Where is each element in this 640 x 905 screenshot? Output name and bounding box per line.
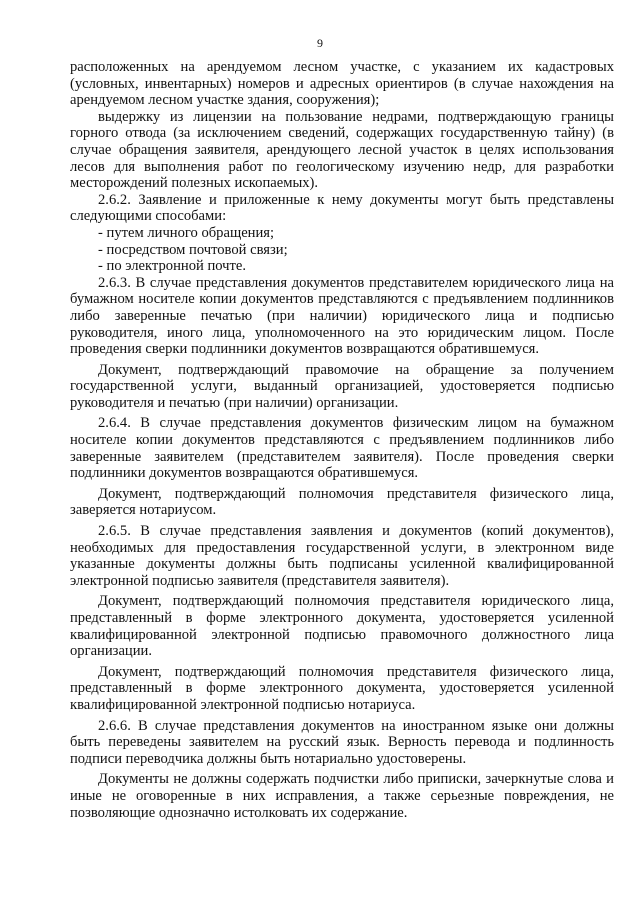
paragraph-2-6-3: 2.6.3. В случае представления документов представителем юридического лица на бумажном носителе копии документов представляются с предъявлением подлинников либо заверенные печатью (при наличии) юридического лица и подписью руководителя, иного лица, уполномоченного на это юридическим лицом. После проведения сверки подлинники документов возвращаются обратившемуся. xyxy=(70,274,614,358)
paragraph-individual-notary: Документ, подтверждающий полномочия представителя физического лица, заверяется нотариусом. xyxy=(70,485,614,519)
paragraph-legal-entity-electronic: Документ, подтверждающий полномочия представителя юридического лица, представленный в форме электронного документа, удостоверяется усиленной квалифицированной электронной подписью правомочного должностного лица организации. xyxy=(70,593,614,660)
list-item-email: - по электронной почте. xyxy=(98,258,247,275)
paragraph-land-plot-buildings: расположенных на арендуемом лесном участке, с указанием их кадастровых (условных, инвентарных) номеров и адресных ориентиров (в случае нахождения на арендуемом лесном участке здания, сооружения); xyxy=(70,59,614,109)
paragraph-2-6-2: 2.6.2. Заявление и приложенные к нему документы могут быть представлены следующими способами: xyxy=(70,191,614,225)
page-number: 9 xyxy=(317,36,323,50)
list-item-personal: - путем личного обращения; xyxy=(98,224,275,241)
paragraph-2-6-5: 2.6.5. В случае представления заявления и документов (копий документов), необходимых для предоставления государственной услуги, в электронном виде указанные документы должны быть подписаны усиленной квалифицированной электронной подписью заявителя (представителя заявителя). xyxy=(70,523,614,589)
document-body xyxy=(70,59,614,821)
paragraph-individual-electronic: Документ, подтверждающий полномочия представителя физического лица, представленный в форме электронного документа, удостоверяется усиленной квалифицированной электронной подписью нотариуса. xyxy=(70,663,614,713)
paragraph-no-erasures: Документы не должны содержать подчистки либо приписки, зачеркнутые слова и иные не оговоренные в них исправления, а также серьезные повреждения, не позволяющие однозначно истолковать их содержание. xyxy=(70,771,614,821)
paragraph-2-6-4: 2.6.4. В случае представления документов физическим лицом на бумажном носителе копии документов представляются с предъявлением подлинников либо заверенные заявителем (представителем заявителя). После проведения сверки подлинники документов возвращаются обратившемуся. xyxy=(70,415,614,482)
list-item-post: - посредством почтовой связи; xyxy=(98,241,288,258)
paragraph-2-6-6: 2.6.6. В случае представления документов на иностранном языке они должны быть переведены заявителем на русский язык. Верность перевода и подлинность подписи переводчика должны быть нотариально удостоверены. xyxy=(70,717,614,767)
paragraph-org-authority: Документ, подтверждающий правомочие на обращение за получением государственной услуги, выданный организацией, удостоверяется подписью руководителя и печатью (при наличии) организации. xyxy=(70,361,614,411)
paragraph-subsoil-license: выдержку из лицензии на пользование недрами, подтверждающую границы горного отвода (за исключением сведений, содержащих государственную тайну) (в случае обращения заявителя, арендующего лесной участок в целях использования лесов для выполнения работ по геологическому изучению недр, для разработки месторождений полезных ископаемых). xyxy=(70,108,614,192)
